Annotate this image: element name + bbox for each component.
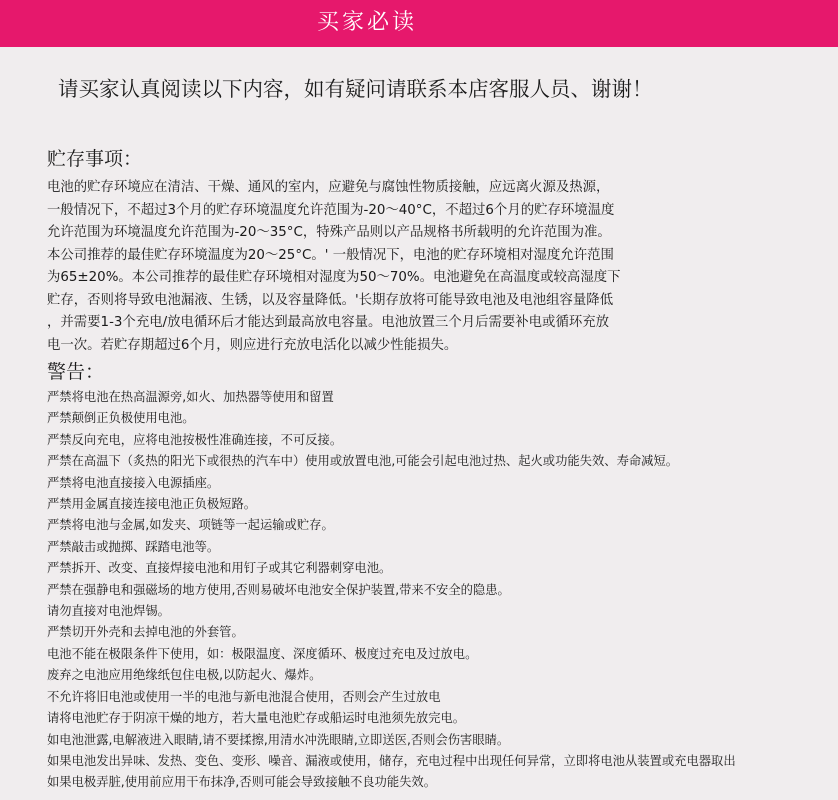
storage-line: 贮存，否则将导致电池漏液、生锈，以及容量降低。'长期存放将可能导致电池及电池组容量降低 xyxy=(47,292,614,308)
warning-item: 废弃之电池应用绝缘纸包住电极,以防起火、爆炸。 xyxy=(47,668,322,683)
warning-item: 如果电极弄脏,使用前应用干布抹净,否则可能会导致接触不良功能失效。 xyxy=(47,775,437,790)
warning-item: 严禁在强静电和强磁场的地方使用,否则易破坏电池安全保护装置,带来不安全的隐患。 xyxy=(47,582,510,597)
warning-item: 不允许将旧电池或使用一半的电池与新电池混合使用，否则会产生过放电 xyxy=(47,689,441,704)
storage-line: 电一次。若贮存期超过6个月，则应进行充放电活化以减少性能损失。 xyxy=(47,337,458,353)
warning-item: 严禁将电池直接接入电源插座。 xyxy=(47,475,220,490)
page-title: 买家必读 xyxy=(316,10,417,35)
warning-list xyxy=(47,387,736,794)
warning-item: 严禁将电池在热高温源旁,如火、加热器等使用和留置 xyxy=(47,390,334,404)
warning-item: 严禁将电池与金属,如发夹、项链等一起运输或贮存。 xyxy=(47,518,334,533)
storage-line: ，并需要1-3个充电/放电循环后才能达到最高放电容量。电池放置三个月后需要补电或循环充放 xyxy=(47,315,610,330)
storage-line: 允许范围为环境温度允许范围为-20～35°C，特殊产品则以产品规格书所载明的允许范围为准。 xyxy=(47,225,611,240)
warning-item: 严禁拆开、改变、直接焊接电池和用钉子或其它利器刺穿电池。 xyxy=(47,561,392,576)
notice-text: 请买家认真阅读以下内容，如有疑问请联系本店客服人员、谢谢！ xyxy=(58,77,653,101)
warning-item: 严禁用金属直接连接电池正负极短路。 xyxy=(47,497,257,512)
storage-line: 为65±20%。本公司推荐的最佳贮存环境相对湿度为50～70%。电池避免在高温度或较高湿度下 xyxy=(47,270,621,285)
warning-item: 严禁敲击或抛掷、踩踏电池等。 xyxy=(47,539,220,554)
warning-item: 严禁颠倒正负极使用电池。 xyxy=(47,411,195,426)
warning-item: 如电池泄露,电解液进入眼睛,请不要揉擦,用清水冲洗眼睛,立即送医,否则会伤害眼睛。 xyxy=(47,732,510,747)
storage-line: 电池的贮存环境应在清洁、干燥、通风的室内，应避免与腐蚀性物质接触，应远离火源及热源， xyxy=(47,180,610,195)
warning-item: 严禁反向充电，应将电池按极性准确连接，不可反接。 xyxy=(47,432,343,447)
warning-item: 请勿直接对电池焊锡。 xyxy=(47,604,170,619)
storage-line: 一般情况下，不超过3个月的贮存环境温度允许范围为-20～40°C，不超过6个月的贮存环境温度 xyxy=(47,202,615,218)
header-bar xyxy=(0,0,838,47)
warning-heading: 警告： xyxy=(47,361,105,383)
warning-item: 请将电池贮存于阴凉干燥的地方，若大量电池贮存或船运时电池须先放完电。 xyxy=(47,711,466,726)
storage-heading: 贮存事项： xyxy=(47,148,143,170)
storage-paragraph xyxy=(47,177,737,357)
warning-item: 严禁切开外壳和去掉电池的外套管。 xyxy=(47,625,244,640)
warning-item: 如果电池发出异味、发热、变色、变形、噪音、漏液或使用，储存，充电过程中出现任何异常，立即将电池从装置或充电器取出 xyxy=(47,753,736,768)
warning-item: 严禁在高温下（炙热的阳光下或很热的汽车中）使用或放置电池,可能会引起电池过热、起火或功能失效、寿命减短。 xyxy=(47,454,679,469)
warning-item: 电池不能在极限条件下使用，如：极限温度、深度循环、极度过充电及过放电。 xyxy=(47,646,478,661)
storage-line: 本公司推荐的最佳贮存环境温度为20～25°C。' 一般情况下，电池的贮存环境相对湿度允许范围 xyxy=(47,247,614,263)
